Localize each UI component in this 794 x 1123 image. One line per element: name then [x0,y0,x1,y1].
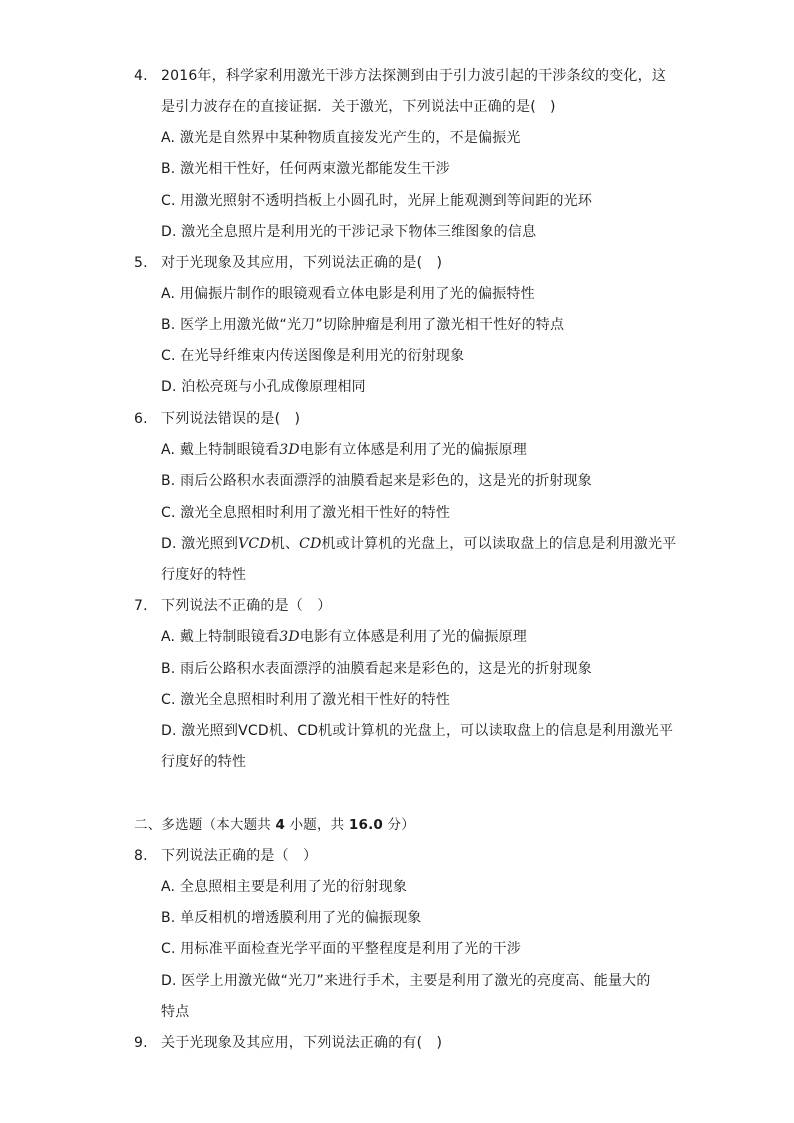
option-d: D. 激光全息照片是利用光的干涉记录下物体三维图象的信息 [161,224,537,240]
math-symbol: VCD [238,536,271,552]
total-score: 16.0 [348,817,383,833]
question-stem: 下列说法不正确的是（ ） [161,598,332,614]
option-d-continued: 行度好的特性 [161,754,247,770]
question-number: 7. [134,598,148,614]
option-a [161,440,527,460]
question-stem: 下列说法正确的是（ ） [161,848,318,864]
option-b: B. 雨后公路积水表面漂浮的油膜看起来是彩色的，这是光的折射现象 [161,473,592,489]
option-c: C. 激光全息照相时利用了激光相干性好的特性 [161,692,451,708]
math-symbol: 3D [279,629,300,645]
option-text: 电影有立体感是利用了光的偏振原理 [299,442,527,458]
option-d-continued: 特点 [161,1004,190,1020]
option-c: C. 用激光照射不透明挡板上小圆孔时，光屏上能观测到等间距的光环 [161,193,593,209]
section-heading [134,815,415,835]
option-b: B. 激光相干性好，任何两束激光都能发生干涉 [161,161,450,177]
section-heading-suffix: 分） [383,817,415,833]
option-c: C. 用标准平面检查光学平面的平整程度是利用了光的干涉 [161,941,522,957]
option-d: D. 泊松亮斑与小孔成像原理相同 [161,379,366,395]
option-b: B. 医学上用激光做“光刀”切除肿瘤是利用了激光相干性好的特点 [161,317,565,333]
question-number: 5. [134,255,148,271]
option-d: D. 激光照到VCD机、CD机或计算机的光盘上，可以读取盘上的信息是利用激光平 [161,723,674,739]
question-number: 8. [134,848,148,864]
option-d-continued: 行度好的特性 [161,567,247,583]
question-stem: 是引力波存在的直接证据．关于激光，下列说法中正确的是( ) [161,99,556,115]
section-heading-prefix: 二、多选题（本大题共 [134,817,276,833]
option-c: C. 在光导纤维束内传送图像是利用光的衍射现象 [161,348,465,364]
option-text: 电影有立体感是利用了光的偏振原理 [299,629,527,645]
option-b: B. 单反相机的增透膜利用了光的偏振现象 [161,910,422,926]
question-number: 9. [134,1035,148,1051]
question-stem: 2016年，科学家利用激光干涉方法探测到由于引力波引起的干涉条纹的变化，这 [161,68,667,84]
option-text: 机、 [270,536,300,552]
question-number: 4. [134,68,148,84]
option-a [161,627,527,647]
option-c: C. 激光全息照相时利用了激光相干性好的特性 [161,505,451,521]
option-a: A. 全息照相主要是利用了光的衍射现象 [161,879,408,895]
option-text: A. 戴上特制眼镜看 [161,629,280,645]
option-text: 机或计算机的光盘上，可以读取盘上的信息是利用激光平 [321,536,677,552]
question-count: 4 [275,817,286,833]
question-stem: 对于光现象及其应用，下列说法正确的是( ) [161,255,443,271]
option-text: D. 激光照到 [161,536,239,552]
option-a: A. 激光是自然界中某种物质直接发光产生的，不是偏振光 [161,130,521,146]
option-d [161,534,677,554]
question-number: 6. [134,411,148,427]
section-heading-mid: 小题，共 [285,817,349,833]
option-b: B. 雨后公路积水表面漂浮的油膜看起来是彩色的，这是光的折射现象 [161,661,592,677]
math-symbol: 3D [279,442,300,458]
option-a: A. 用偏振片制作的眼镜观看立体电影是利用了光的偏振特性 [161,286,535,302]
option-text: A. 戴上特制眼镜看 [161,442,280,458]
question-stem: 关于光现象及其应用，下列说法正确的有( ) [161,1035,443,1051]
option-d: D. 医学上用激光做“光刀”来进行手术，主要是利用了激光的亮度高、能量大的 [161,973,651,989]
math-symbol: CD [299,536,322,552]
question-stem: 下列说法错误的是( ) [161,411,301,427]
